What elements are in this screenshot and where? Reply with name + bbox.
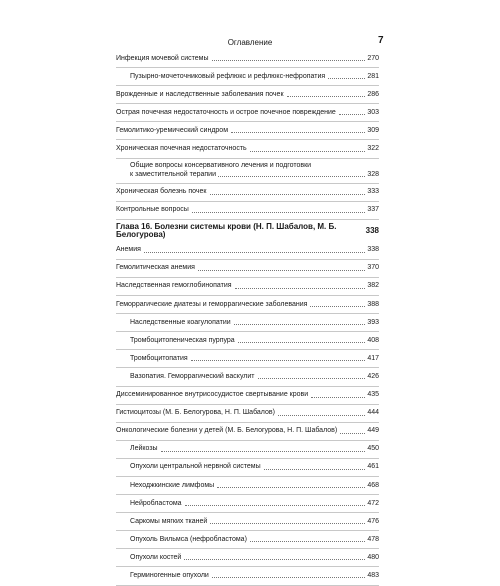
toc-section-before (116, 50, 379, 220)
toc-entry[interactable] (116, 423, 379, 440)
toc-entry-page: 382 (367, 282, 379, 290)
dot-leader (250, 151, 366, 152)
toc-entry[interactable] (116, 296, 379, 313)
toc-entry-label: Гемолитико-уремический синдром (116, 126, 228, 134)
toc-entry-page: 408 (367, 336, 379, 344)
dot-leader (258, 378, 366, 379)
toc-entry[interactable] (116, 278, 379, 295)
dot-leader (278, 415, 365, 416)
toc-entry[interactable] (116, 140, 379, 157)
toc-entry-label: Диссеминированное внутрисосудистое свертывание крови (116, 391, 309, 399)
toc-entry[interactable] (116, 567, 379, 584)
table-of-contents (116, 50, 379, 586)
toc-entry-page: 309 (367, 126, 379, 134)
toc-entry[interactable] (116, 477, 379, 494)
toc-entry[interactable] (116, 332, 379, 349)
toc-entry-label: Гистиоцитозы (М. Б. Белогурова, Н. П. Шабалов) (116, 409, 275, 417)
dot-leader (198, 270, 365, 271)
toc-entry-label: Опухоль Вильмса (нефробластома) (130, 535, 247, 543)
dot-leader (191, 360, 366, 361)
dot-leader (235, 288, 366, 289)
toc-entry-page: 303 (367, 108, 379, 116)
toc-entry-label: Острая почечная недостаточность и острое почечное повреждение (116, 108, 336, 116)
toc-entry-label: Общие вопросы консервативного лечения и подготовки (130, 161, 312, 169)
toc-entry-label: Геморрагические диатезы и геморрагические заболевания (116, 300, 308, 308)
toc-entry[interactable] (116, 50, 379, 67)
toc-entry-label: Неходжкинские лимфомы (130, 481, 215, 489)
toc-entry-page: 450 (367, 445, 379, 453)
toc-entry-label: Лейкозы (130, 445, 158, 453)
toc-entry-label: Тромбоцитопатия (130, 354, 188, 362)
toc-entry-label: Инфекция мочевой системы (116, 54, 209, 62)
toc-entry-label: Врожденные и наследственные заболевания почек (116, 90, 284, 98)
toc-entry[interactable] (116, 387, 379, 404)
toc-entry-label: Наследственная гемоглобинопатия (116, 282, 232, 290)
toc-entry[interactable] (116, 549, 379, 566)
toc-entry-page: 449 (367, 427, 379, 435)
toc-entry-page: 472 (367, 499, 379, 507)
dot-leader (218, 176, 365, 177)
toc-entry[interactable] (116, 368, 379, 385)
toc-entry[interactable] (116, 441, 379, 458)
toc-entry-page: 478 (367, 535, 379, 543)
toc-entry-page: 483 (367, 571, 379, 579)
dot-leader (161, 451, 366, 452)
dot-leader (328, 78, 365, 79)
dot-leader (185, 505, 366, 506)
toc-entry[interactable] (116, 314, 379, 331)
dot-leader (212, 577, 365, 578)
toc-entry-label: Хроническая болезнь почек (116, 188, 207, 196)
toc-entry[interactable] (116, 242, 379, 259)
dot-leader (311, 397, 365, 398)
dot-leader (144, 252, 365, 253)
toc-entry-label: Саркомы мягких тканей (130, 517, 208, 525)
dot-leader (238, 342, 366, 343)
toc-entry-label: Контрольные вопросы (116, 206, 189, 214)
toc-entry-page: 468 (367, 481, 379, 489)
toc-entry[interactable] (116, 159, 379, 183)
toc-entry-page: 270 (367, 54, 379, 62)
toc-entry-page: 476 (367, 517, 379, 525)
toc-entry-page: 337 (367, 206, 379, 214)
toc-entry[interactable] (116, 86, 379, 103)
page-header-title: Оглавление (227, 38, 273, 47)
dot-leader (212, 60, 366, 61)
toc-entry[interactable] (116, 350, 379, 367)
chapter-page: 338 (365, 225, 379, 235)
toc-entry-page: 417 (367, 354, 379, 362)
dot-leader (250, 541, 365, 542)
toc-entry-page: 333 (367, 188, 379, 196)
toc-entry-page: 426 (367, 372, 379, 380)
toc-entry-page: 444 (367, 409, 379, 417)
toc-entry-label: Герминогенные опухоли (130, 571, 209, 579)
dot-leader (310, 306, 365, 307)
toc-entry-page: 281 (367, 72, 379, 80)
page-number: 7 (378, 35, 384, 46)
toc-entry[interactable] (116, 184, 379, 201)
dot-leader (217, 487, 365, 488)
toc-section-after (116, 242, 379, 586)
toc-entry-label: Гемолитическая анемия (116, 264, 195, 272)
dot-leader (210, 194, 366, 195)
toc-entry-page: 461 (367, 463, 379, 471)
toc-entry-label: Хроническая почечная недостаточность (116, 145, 247, 153)
toc-entry-label: Тромбоцитопеническая пурпура (130, 336, 235, 344)
toc-entry[interactable] (116, 122, 379, 139)
toc-entry-label: Онкологические болезни у детей (М. Б. Белогурова, Н. П. Шабалов) (116, 427, 338, 435)
toc-entry-page: 286 (367, 90, 379, 98)
toc-entry-page: 435 (367, 391, 379, 399)
toc-entry-page: 338 (367, 246, 379, 254)
toc-entry-page: 328 (367, 170, 379, 178)
dot-leader (234, 324, 366, 325)
toc-entry-label-continued: к заместительной терапии (130, 170, 216, 178)
dot-leader (264, 469, 366, 470)
dot-leader (184, 559, 365, 560)
row-divider (116, 585, 379, 586)
toc-entry[interactable] (116, 495, 379, 512)
dot-leader (192, 212, 366, 213)
toc-entry-page: 370 (367, 264, 379, 272)
toc-entry-label: Анемия (116, 246, 141, 254)
toc-entry-label: Опухоли центральной нервной системы (130, 463, 261, 471)
toc-entry[interactable] (116, 260, 379, 277)
toc-entry-page: 322 (367, 145, 379, 153)
toc-entry[interactable] (116, 513, 379, 530)
toc-entry-label: Наследственные коагулопатии (130, 318, 231, 326)
toc-entry-page: 393 (367, 318, 379, 326)
dot-leader (210, 523, 365, 524)
toc-entry-label: Нейробластома (130, 499, 182, 507)
toc-entry-label: Опухоли костей (130, 553, 182, 561)
toc-entry[interactable] (116, 202, 379, 219)
toc-entry[interactable] (116, 531, 379, 548)
toc-entry[interactable] (116, 68, 379, 85)
toc-entry[interactable] (116, 405, 379, 422)
toc-entry-page: 388 (367, 300, 379, 308)
toc-entry-label: Вазопатия. Геморрагический васкулит (130, 372, 255, 380)
dot-leader (340, 433, 365, 434)
dot-leader (231, 132, 365, 133)
toc-entry[interactable] (116, 459, 379, 476)
dot-leader (339, 114, 366, 115)
toc-entry[interactable] (116, 104, 379, 121)
chapter-title: Глава 16. Болезни системы крови (Н. П. Шабалов, М. Б. Белогурова) (116, 221, 337, 239)
toc-entry-page: 480 (367, 553, 379, 561)
toc-chapter-heading[interactable] (116, 220, 379, 242)
dot-leader (287, 96, 366, 97)
toc-entry-label: Пузырно-мочеточниковый рефлюкс и рефлюкс-нефропатия (130, 72, 326, 80)
